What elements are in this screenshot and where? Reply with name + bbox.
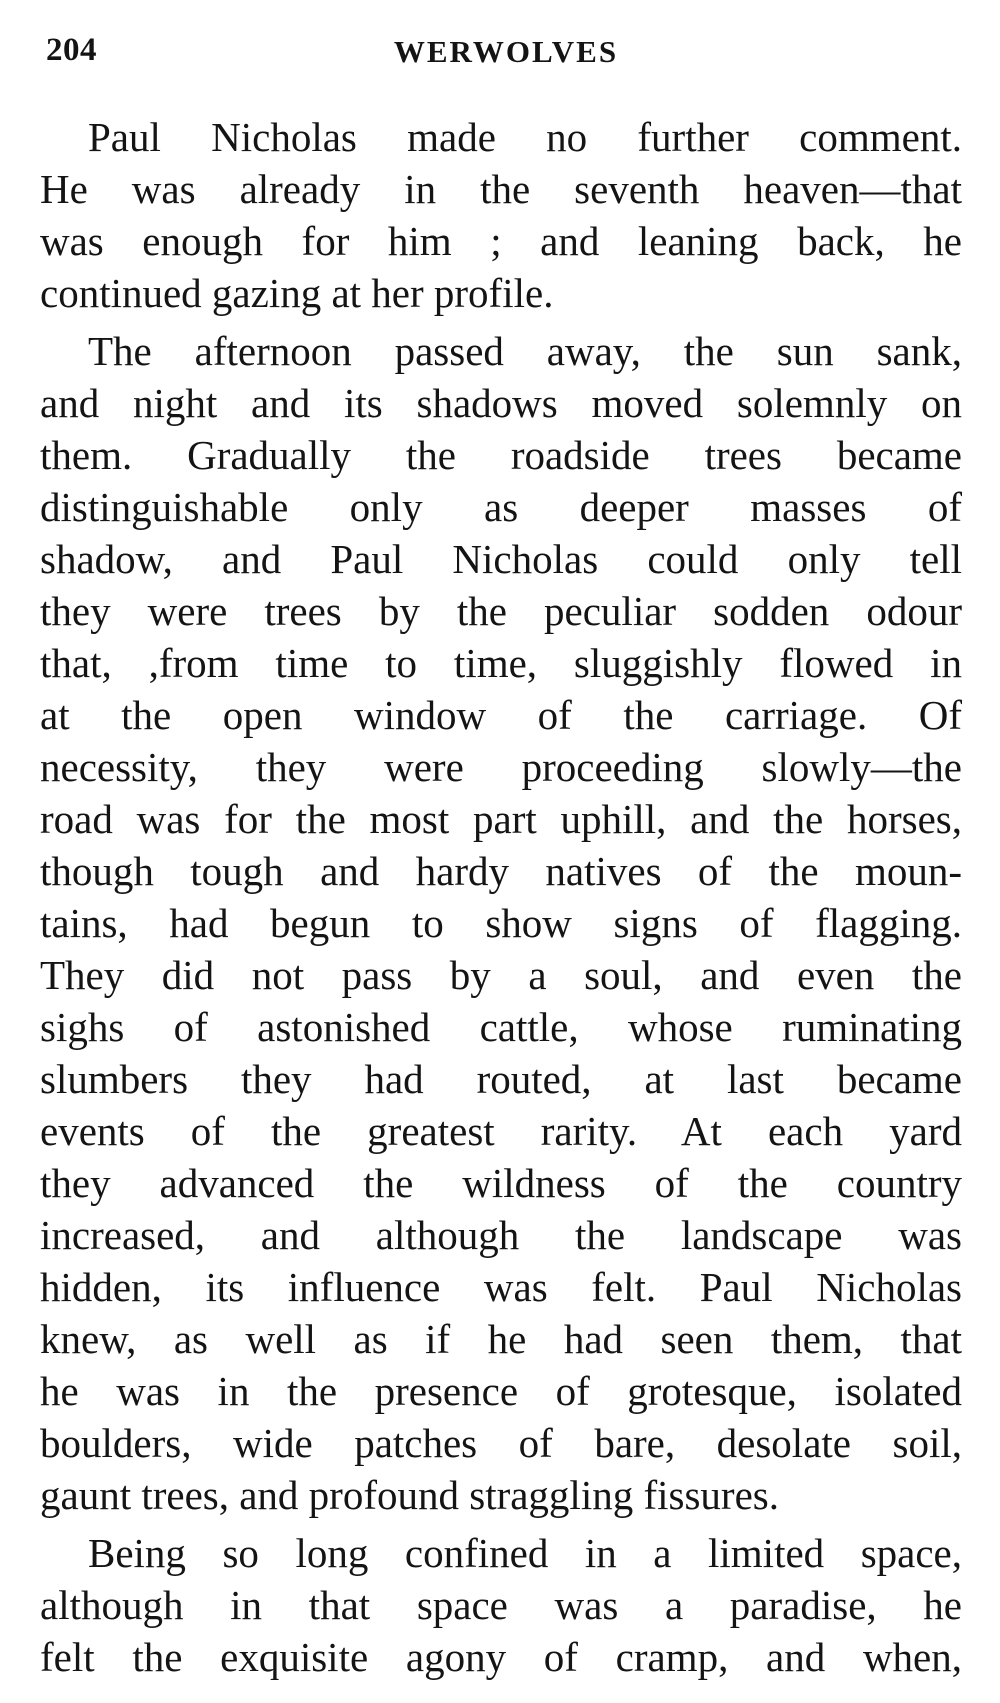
page-number: 204 <box>46 32 97 68</box>
body-text <box>40 111 962 1683</box>
text-line: They did not pass by a soul, and even the <box>40 952 962 998</box>
text-line: distinguishable only as deeper masses of <box>40 484 962 530</box>
text-line: he was in the presence of grotesque, isolated <box>40 1368 962 1414</box>
running-title: WERWOLVES <box>393 34 619 69</box>
text-line: boulders, wide patches of bare, desolate soil, <box>40 1420 962 1466</box>
text-line: they advanced the wildness of the country <box>40 1160 962 1206</box>
text-line: necessity, they were proceeding slowly—the <box>40 744 962 790</box>
text-line: although in that space was a paradise, he <box>40 1582 962 1628</box>
text-line: they were trees by the peculiar sodden odour <box>40 588 962 634</box>
running-head <box>46 22 966 82</box>
text-line: events of the greatest rarity. At each yard <box>40 1108 962 1154</box>
text-line: though tough and hardy natives of the moun- <box>40 848 962 894</box>
text-line: them. Gradually the roadside trees became <box>40 432 962 478</box>
text-line: road was for the most part uphill, and the horses, <box>40 796 962 842</box>
text-line: was enough for him ; and leaning back, he <box>40 218 962 264</box>
text-line: slumbers they had routed, at last became <box>40 1056 962 1102</box>
text-line: at the open window of the carriage. Of <box>40 692 962 738</box>
text-line: Paul Nicholas made no further comment. <box>88 114 962 160</box>
text-line: shadow, and Paul Nicholas could only tell <box>40 536 962 582</box>
text-line: tains, had begun to show signs of flagging. <box>40 900 962 946</box>
text-line: The afternoon passed away, the sun sank, <box>88 328 962 374</box>
text-line: He was already in the seventh heaven—that <box>40 166 962 212</box>
text-line: continued gazing at her profile. <box>40 270 554 316</box>
text-line: felt the exquisite agony of cramp, and when, <box>40 1634 962 1680</box>
text-line: that, ,from time to time, sluggishly flowed in <box>40 640 962 686</box>
text-line: hidden, its influence was felt. Paul Nicholas <box>40 1264 962 1310</box>
text-line: sighs of astonished cattle, whose ruminating <box>40 1004 962 1050</box>
text-line: gaunt trees, and profound straggling fissures. <box>40 1472 779 1518</box>
text-line: Being so long confined in a limited space, <box>88 1530 962 1576</box>
text-line: knew, as well as if he had seen them, that <box>40 1316 962 1362</box>
text-line: increased, and although the landscape was <box>40 1212 962 1258</box>
text-line: and night and its shadows moved solemnly on <box>40 380 962 426</box>
